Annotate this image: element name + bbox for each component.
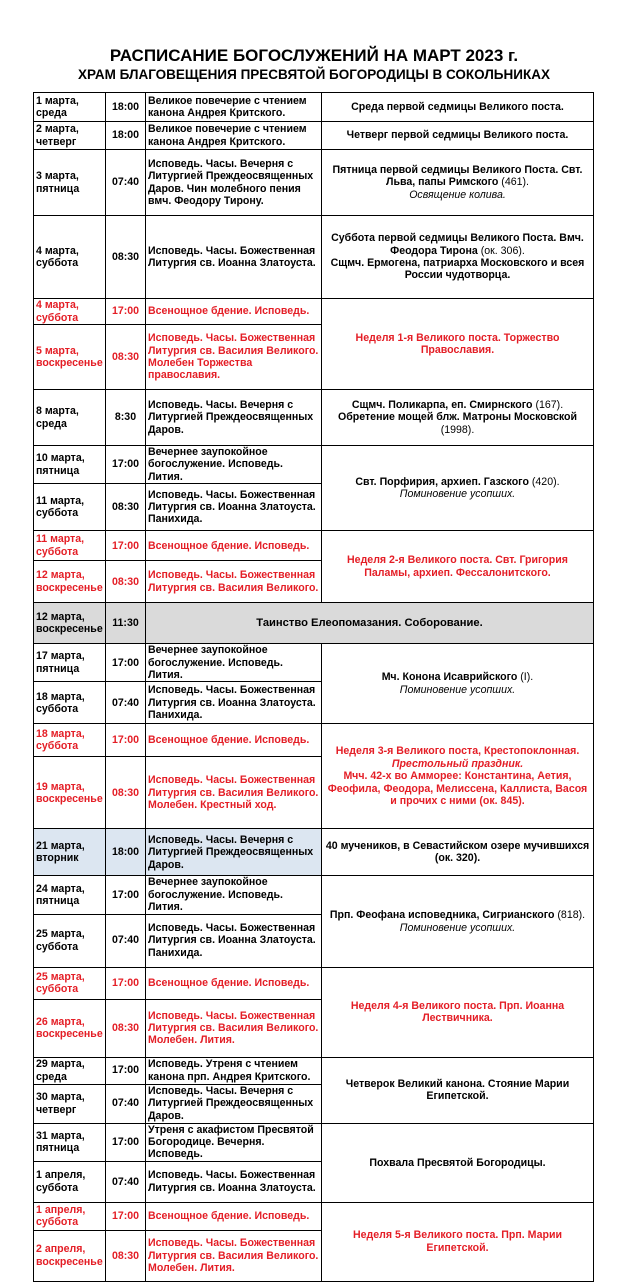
feast-note: Поминовение усопших. [399,683,516,696]
date-cell: 18 марта, суббота [34,724,106,757]
service-cell: Исповедь. Часы. Божественная Литургия св. Василия Великого. Молебен. Лития. [146,1230,322,1281]
service-cell: Исповедь. Часы. Вечерня с Литургией Преждеосвященных Даров. [146,390,322,446]
feast-cell [322,150,594,216]
time-cell: 07:40 [106,150,146,216]
time-cell: 11:30 [106,603,146,644]
feast-cell [322,644,594,724]
time-cell: 17:00 [106,724,146,757]
date-cell: 31 марта, пятница [34,1123,106,1161]
service-cell: Всенощное бдение. Исповедь. [146,1202,322,1230]
service-cell: Исповедь. Часы. Божественная Литургия св. Василия Великого. Молебен. Лития. [146,999,322,1057]
table-row [34,603,594,644]
table-row [34,216,594,299]
service-cell: Исповедь. Часы. Вечерня с Литургией Преждеосвященных Даров. [146,1084,322,1123]
date-cell: 1 апреля, суббота [34,1202,106,1230]
table-row [34,150,594,216]
date-cell: 11 марта, суббота [34,484,106,531]
service-cell: Исповедь. Утреня с чтением канона прп. Андрея Критского. [146,1057,322,1084]
feast-cell: Среда первой седмицы Великого поста. [322,93,594,122]
table-row [34,1202,594,1230]
time-cell: 08:30 [106,1230,146,1281]
feast-text: Пятница первой седмицы Великого Поста. Свт. Льва, папы Римского [332,163,583,189]
date-cell: 19 марта, воскресенье [34,757,106,829]
feast-text: Сщмч. Поликарпа, еп. Смирнского [351,398,533,411]
date-cell: 5 марта, воскресенье [34,325,106,390]
feast-year: (ок. 306). [480,244,525,257]
service-cell: Всенощное бдение. Исповедь. [146,531,322,561]
service-cell: Исповедь. Часы. Божественная Литургия св. Иоанна Златоуста. Панихида. [146,914,322,967]
date-cell: 4 марта, суббота [34,216,106,299]
feast-note: Освящение колива. [409,188,506,201]
feast-year: (I). [520,671,534,684]
date-cell: 8 марта, среда [34,390,106,446]
date-cell: 17 марта, пятница [34,644,106,682]
service-cell: Великое повечерие с чтением канона Андрея Критского. [146,122,322,150]
time-cell: 08:30 [106,999,146,1057]
feast-text-2: Мчч. 42-х во Амморее: Константина, Аетия, Феофила, Феодора, Мелиссена, Каллиста, Васоя и прочих с ними (ок. 845). [327,770,588,808]
time-cell: 08:30 [106,325,146,390]
feast-cell: Похвала Пресвятой Богородицы. [322,1123,594,1202]
date-cell: 12 марта, воскресенье [34,561,106,603]
feast-text-2: Обретение мощей блж. Матроны Московской [337,411,578,424]
time-cell: 17:00 [106,299,146,325]
feast-cell [322,390,594,446]
time-cell: 07:40 [106,914,146,967]
feast-note: Поминовение усопших. [399,921,516,934]
service-cell: Вечернее заупокойное богослужение. Исповедь. Лития. [146,446,322,484]
table-row [34,446,594,484]
service-cell: Исповедь. Часы. Божественная Литургия св. Иоанна Златоуста. [146,1161,322,1202]
service-cell: Исповедь. Часы. Вечерня с Литургией Преждеосвященных Даров. [146,829,322,876]
feast-cell [322,876,594,967]
service-cell: Вечернее заупокойное богослужение. Исповедь. Лития. [146,876,322,914]
time-cell: 17:00 [106,1202,146,1230]
date-cell: 10 марта, пятница [34,446,106,484]
feast-cell: Неделя 4-я Великого поста. Прп. Иоанна Лествичника. [322,967,594,1057]
time-cell: 17:00 [106,967,146,999]
service-cell: Вечернее заупокойное богослужение. Исповедь. Лития. [146,644,322,682]
date-cell: 24 марта, пятница [34,876,106,914]
date-cell: 2 апреля, воскресенье [34,1230,106,1281]
table-row [34,299,594,325]
time-cell: 08:30 [106,216,146,299]
feast-cell [322,216,594,299]
schedule-table [33,92,594,1282]
feast-cell [322,724,594,829]
date-cell: 25 марта, суббота [34,967,106,999]
feast-cell: Четверок Великий канона. Стояние Марии Египетской. [322,1057,594,1123]
time-cell: 18:00 [106,93,146,122]
service-cell: Исповедь. Часы. Божественная Литургия св. Василия Великого. Молебен. Крестный ход. [146,757,322,829]
date-cell: 1 апреля, суббота [34,1161,106,1202]
table-row [34,967,594,999]
date-cell: 3 марта, пятница [34,150,106,216]
page-title: РАСПИСАНИЕ БОГОСЛУЖЕНИЙ НА МАРТ 2023 г. [109,46,519,65]
feast-cell: Неделя 1-я Великого поста. Торжество Православия. [322,299,594,390]
feast-text: Мч. Конона Исаврийского [381,671,518,684]
feast-year: (461). [501,176,529,189]
table-row [34,644,594,682]
time-cell: 08:30 [106,561,146,603]
service-cell: Исповедь. Часы. Божественная Литургия св. Иоанна Златоуста. Панихида. [146,484,322,531]
table-row [34,876,594,914]
time-cell: 08:30 [106,484,146,531]
date-cell: 25 марта, суббота [34,914,106,967]
time-cell: 08:30 [106,757,146,829]
service-cell: Всенощное бдение. Исповедь. [146,967,322,999]
table-row [34,724,594,757]
service-cell: Великое повечерие с чтением канона Андрея Критского. [146,93,322,122]
feast-text: Суббота первой седмицы Великого Поста. Вмч. Феодора Тирона [331,232,584,257]
feast-text: Неделя 3-я Великого поста, Крестопоклонная. [335,745,580,758]
table-row [34,531,594,561]
feast-year: (420). [531,475,560,488]
feast-cell: 40 мучеников, в Севастийском озере мучившихся (ок. 320). [322,829,594,876]
date-cell: 2 марта, четверг [34,122,106,150]
feast-text: Свт. Порфирия, архиеп. Газского [355,475,529,488]
service-cell: Исповедь. Часы. Божественная Литургия св. Иоанна Златоуста. Панихида. [146,682,322,724]
date-cell: 11 марта, суббота [34,531,106,561]
date-cell: 29 марта, среда [34,1057,106,1084]
feast-year-2: (1998). [440,423,475,436]
date-cell: 21 марта, вторник [34,829,106,876]
table-row [34,1123,594,1161]
date-cell: 26 марта, воскресенье [34,999,106,1057]
service-cell: Исповедь. Часы. Божественная Литургия св. Иоанна Златоуста. [146,216,322,299]
time-cell: 17:00 [106,876,146,914]
feast-cell: Неделя 5-я Великого поста. Прп. Марии Египетской. [322,1202,594,1281]
page-subtitle: ХРАМ БЛАГОВЕЩЕНИЯ ПРЕСВЯТОЙ БОГОРОДИЦЫ В СОКОЛЬНИКАХ [78,67,550,82]
table-row [34,390,594,446]
date-cell: 1 марта, среда [34,93,106,122]
service-cell: Исповедь. Часы. Божественная Литургия св. Василия Великого. Молебен Торжества православия. [146,325,322,390]
feast-text-2: Сщмч. Ермогена, патриарха Московского и всея России чудотворца. [330,257,585,282]
table-row [34,93,594,122]
service-cell: Исповедь. Часы. Божественная Литургия св. Василия Великого. [146,561,322,603]
time-cell: 17:00 [106,1057,146,1084]
service-cell: Всенощное бдение. Исповедь. [146,724,322,757]
feast-text: Прп. Феофана исповедника, Сигрианского [329,909,555,922]
service-cell: Таинство Елеопомазания. Соборование. [146,603,594,644]
date-cell: 18 марта, суббота [34,682,106,724]
service-cell: Всенощное бдение. Исповедь. [146,299,322,325]
feast-cell: Неделя 2-я Великого поста. Свт. Григория Паламы, архиеп. Фессалонитского. [322,531,594,603]
table-row [34,1057,594,1084]
date-cell: 30 марта, четверг [34,1084,106,1123]
header [0,0,628,92]
time-cell: 07:40 [106,1161,146,1202]
time-cell: 18:00 [106,122,146,150]
feast-year: (818). [557,909,586,922]
feast-note: Поминовение усопших. [399,488,516,501]
table-row [34,829,594,876]
time-cell: 17:00 [106,531,146,561]
time-cell: 17:00 [106,644,146,682]
feast-note: Престольный праздник. [391,757,524,770]
feast-cell: Четверг первой седмицы Великого поста. [322,122,594,150]
service-cell: Исповедь. Часы. Вечерня с Литургией Преждеосвященных Даров. Чин молебного пения вмч. Феодору Тирону. [146,150,322,216]
time-cell: 07:40 [106,682,146,724]
time-cell: 07:40 [106,1084,146,1123]
time-cell: 8:30 [106,390,146,446]
time-cell: 17:00 [106,446,146,484]
date-cell: 12 марта, воскресенье [34,603,106,644]
feast-cell [322,446,594,531]
time-cell: 18:00 [106,829,146,876]
date-cell: 4 марта, суббота [34,299,106,325]
table-row [34,122,594,150]
service-cell: Утреня с акафистом Пресвятой Богородице. Вечерня. Исповедь. [146,1123,322,1161]
feast-year: (167). [535,398,564,411]
time-cell: 17:00 [106,1123,146,1161]
